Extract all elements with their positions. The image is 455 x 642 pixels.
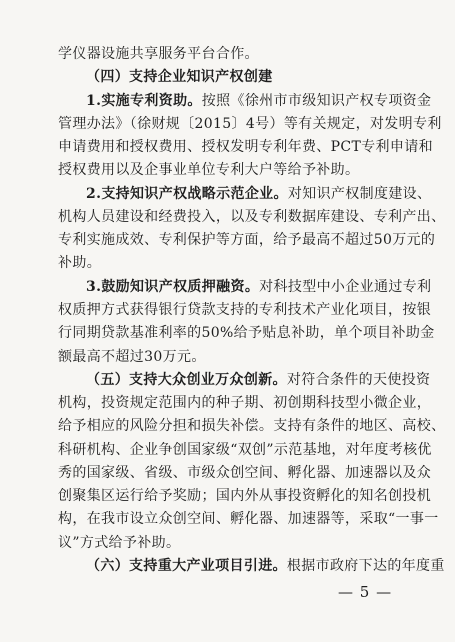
- line-text: 构，在我市设立众创空间、孵化器、加速器等，采取“一事一: [58, 511, 439, 527]
- line-text: 机构，投资规定范围内的种子期、初创期科技型小微企业，: [58, 395, 432, 411]
- paragraph-line: [58, 137, 433, 157]
- line-text: 对科技型中小企业通过专利: [259, 279, 432, 295]
- paragraph-line: [86, 91, 432, 111]
- line-text: 补助。: [58, 255, 102, 271]
- paragraph-line: [58, 486, 432, 506]
- paragraph-line: [58, 114, 442, 134]
- paragraph-line: [58, 207, 446, 227]
- paragraph-line: [86, 556, 445, 576]
- line-text: 学仪器设施共享服务平台合作。: [58, 46, 259, 62]
- line-text: 给予相应的风险分担和损失补偿。支持有条件的地区、高校、: [58, 418, 446, 434]
- paragraph-line: [58, 509, 439, 529]
- paragraph-line: [58, 440, 432, 460]
- paragraph-line: [58, 160, 403, 180]
- paragraph-line: [58, 393, 432, 413]
- line-text: 管理办法》（徐财规〔2015〕4号）等有关规定，对发明专利: [58, 116, 442, 132]
- lead-phrase: （六）支持重大产业项目引进。: [86, 558, 287, 574]
- line-text: 秀的国家级、省级、市级众创空间、孵化器、加速器以及众: [58, 465, 432, 481]
- paragraph-line: [58, 347, 403, 367]
- paragraph-line: [58, 230, 436, 250]
- section-heading: [86, 67, 403, 87]
- line-text: 权质押方式获得银行贷款支持的专利技术产业化项目，按银: [58, 302, 432, 318]
- paragraph-line: [86, 184, 432, 204]
- lead-phrase: 1.实施专利资助。: [86, 93, 202, 109]
- paragraph-line: [58, 323, 435, 343]
- line-text: 机构人员建设和经费投入，以及专利数据库建设、专利产出、: [58, 209, 446, 225]
- line-text: 根据市政府下达的年度重: [286, 558, 445, 574]
- paragraph-line: [86, 370, 431, 390]
- paragraph-line: [58, 253, 403, 273]
- line-text: 申请费用和授权费用、授权发明专利年费、PCT专利申请和: [58, 139, 433, 155]
- line-text: 按照《徐州市市级知识产权专项资金: [201, 93, 432, 109]
- lead-phrase: 2.支持知识产权战略示范企业。: [86, 186, 288, 202]
- paragraph-line: [58, 463, 432, 483]
- line-text: 科研机构、企业争创国家级“双创”示范基地，对年度考核优: [58, 442, 432, 458]
- line-text: 专利实施成效、专利保护等方面，给予最高不超过50万元的: [58, 232, 436, 248]
- line-text: 额最高不超过30万元。: [58, 349, 206, 365]
- lead-phrase: 3.鼓励知识产权质押融资。: [86, 279, 260, 295]
- line-text: 对知识产权制度建设、: [287, 186, 432, 202]
- page-number: — 5 —: [338, 583, 393, 601]
- paragraph-line: [58, 533, 403, 553]
- paragraph-line: [58, 416, 446, 436]
- line-text: 议”方式给予补助。: [58, 535, 181, 551]
- line-text: （四）支持企业知识产权创建: [86, 69, 273, 85]
- line-text: 授权费用以及企事业单位专利大户等给予补助。: [58, 162, 360, 178]
- paragraph-line: [86, 277, 432, 297]
- line-text: 创聚集区运行给予奖励；国内外从事投资孵化的知名创投机: [58, 488, 432, 504]
- line-text: 对符合条件的天使投资: [286, 372, 431, 388]
- line-text: 行同期贷款基准利率的50%给予贴息补助，单个项目补助金: [58, 325, 435, 341]
- paragraph-line: [58, 300, 432, 320]
- lead-phrase: （五）支持大众创业万众创新。: [86, 372, 287, 388]
- paragraph-line: [58, 44, 403, 64]
